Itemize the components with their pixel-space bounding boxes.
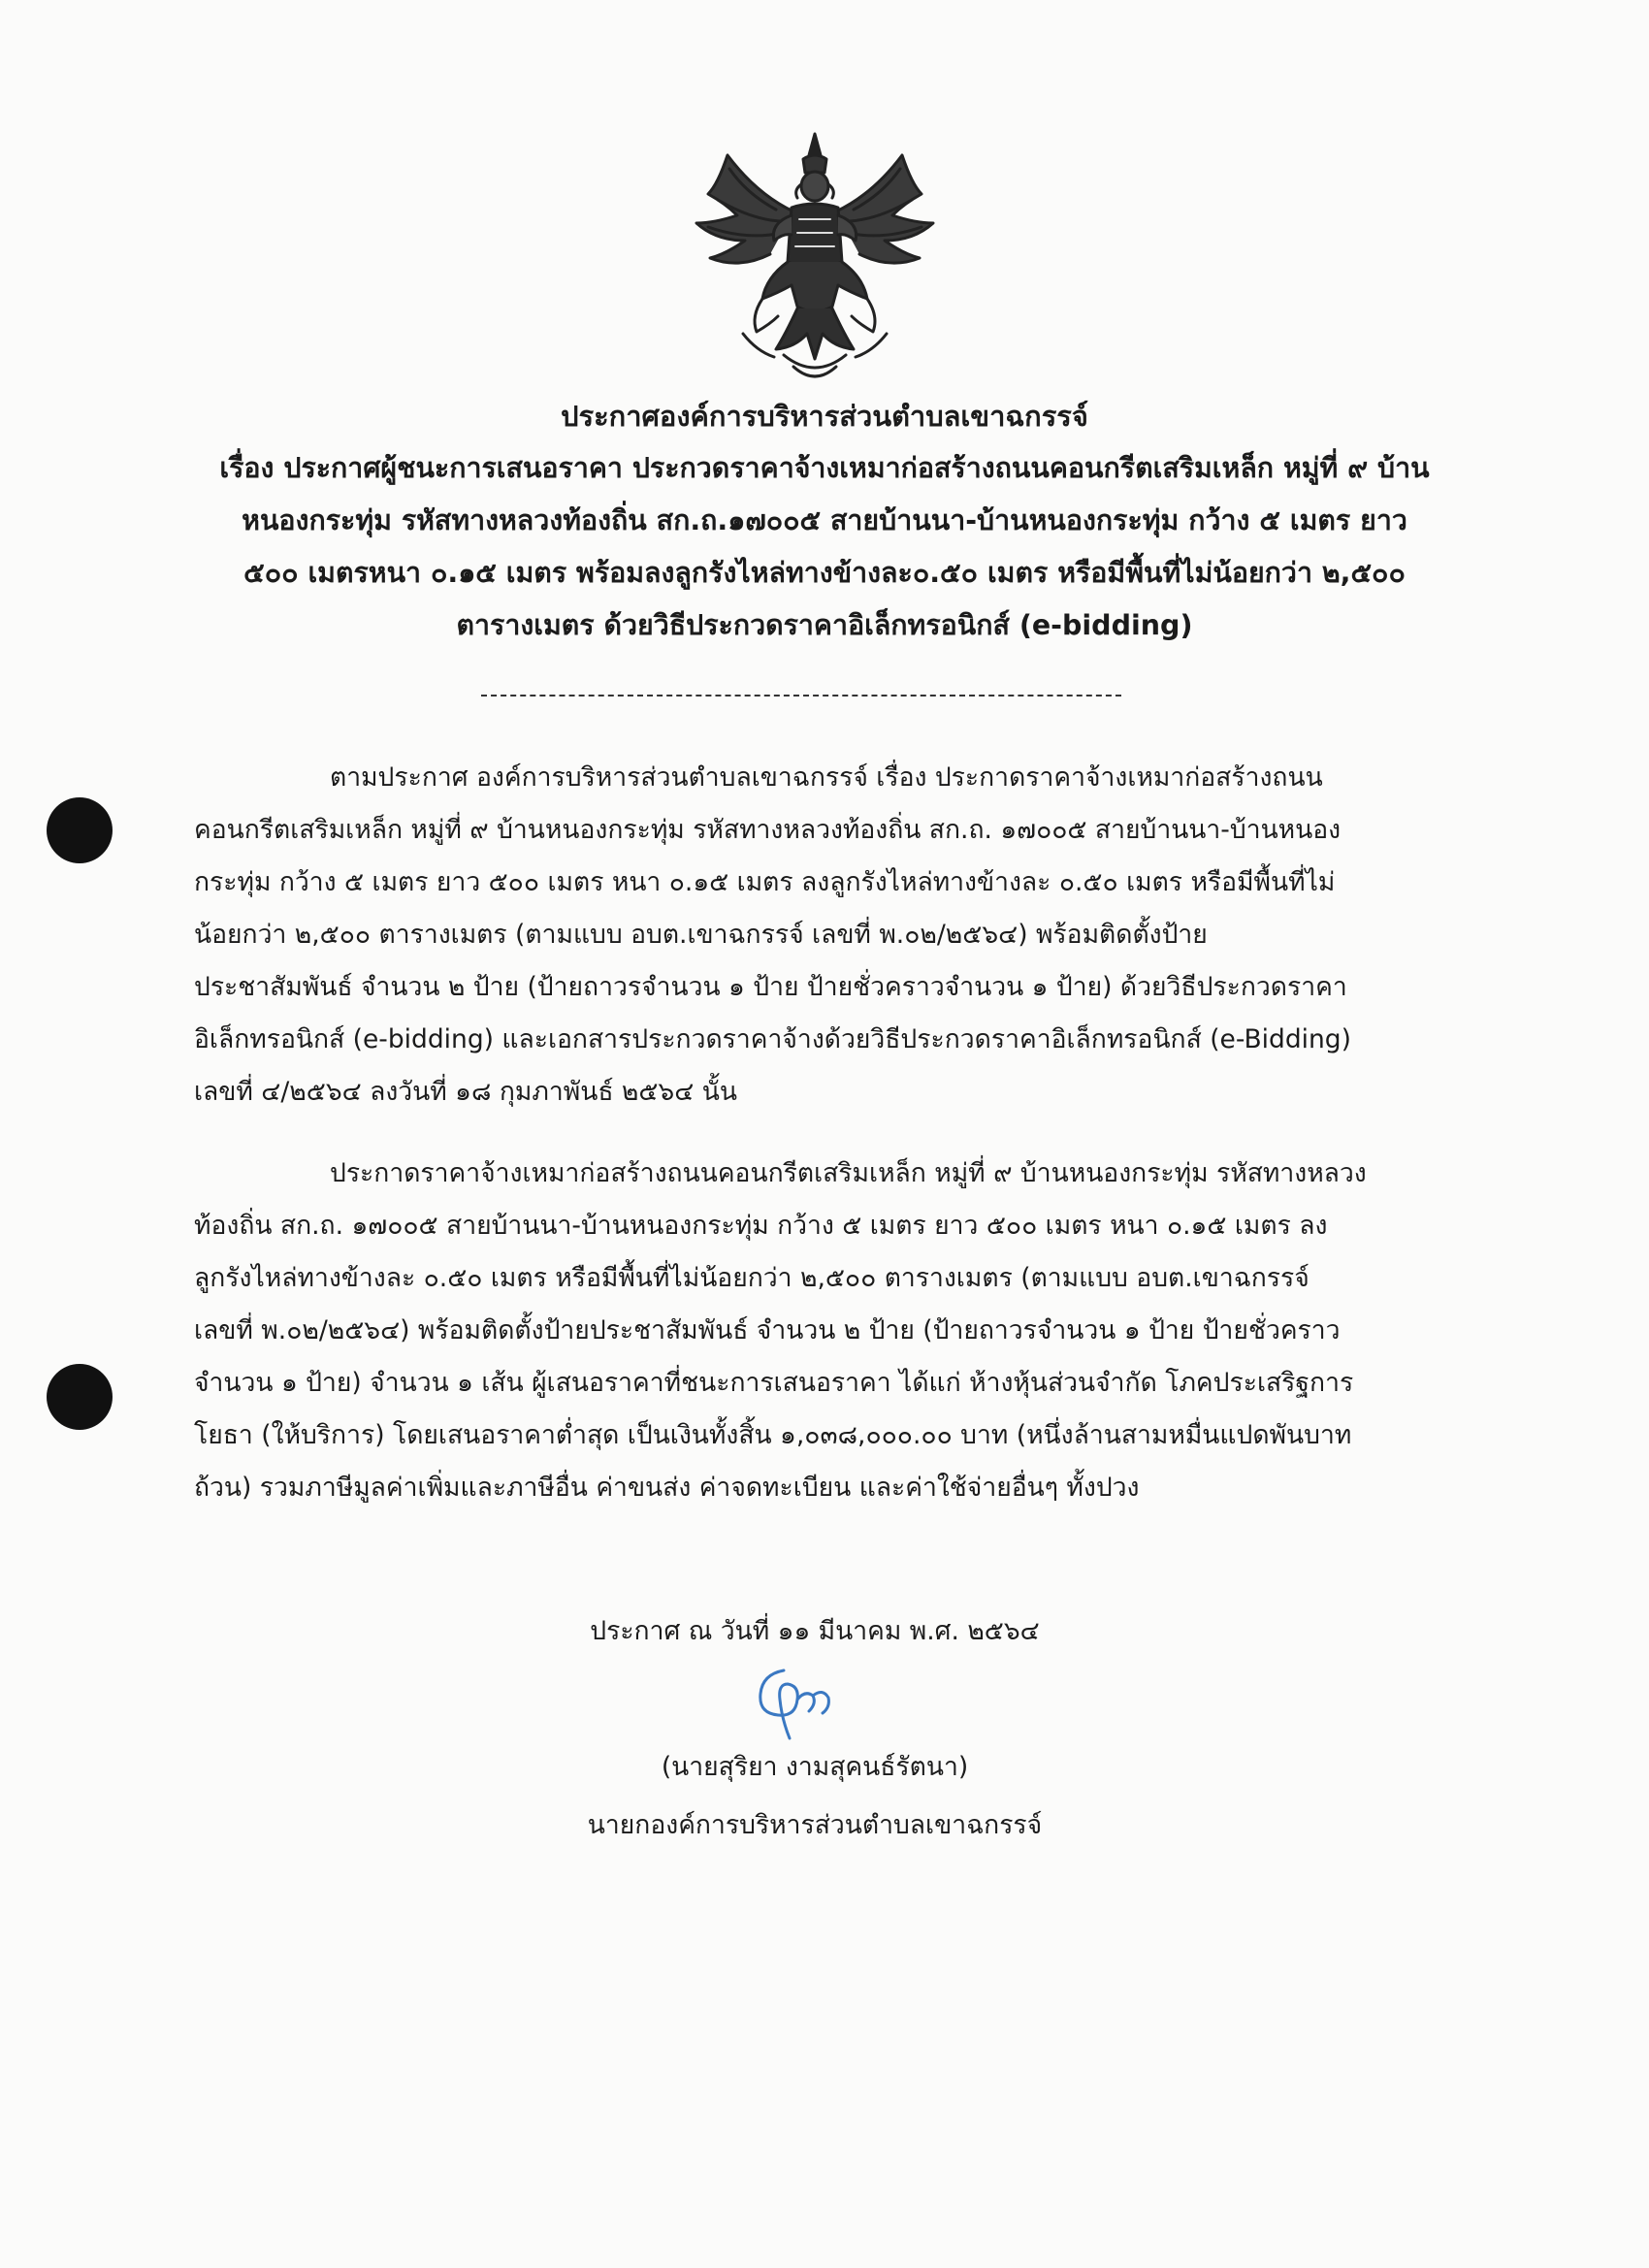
announcement-header [146,390,1504,652]
subject-line: เรื่อง ประกาศผู้ชนะการเสนอราคา ประกวดราคาจ้างเหมาก่อสร้างถนนคอนกรีตเสริมเหล็ก หมู่ที่ ๙ บ้าน [219,452,1430,484]
divider-line [481,695,1121,697]
garuda-emblem-icon [669,126,960,393]
signature-icon [745,1661,852,1746]
body-paragraph-1 [194,752,1523,1118]
subject-line: ๕๐๐ เมตรหนา ๐.๑๕ เมตร พร้อมลงลูกรังไหล่ทางข้างละ๐.๕๐ เมตร หรือมีพื้นที่ไม่น้อยกว่า ๒,๕๐๐ [243,557,1406,589]
paragraph-line: ท้องถิ่น สก.ถ. ๑๗๐๐๕ สายบ้านนา-บ้านหนองกระทุ่ม กว้าง ๕ เมตร ยาว ๕๐๐ เมตร หนา ๐.๑๕ เมตร ลง [194,1211,1328,1241]
body-paragraph-2 [194,1148,1523,1514]
paragraph-line: ประกาดราคาจ้างเหมาก่อสร้างถนนคอนกรีตเสริมเหล็ก หมู่ที่ ๙ บ้านหนองกระทุ่ม รหัสทางหลวง [330,1158,1367,1188]
punch-hole [47,797,113,863]
paragraph-line: ถ้วน) รวมภาษีมูลค่าเพิ่มและภาษีอื่น ค่าขนส่ง ค่าจดทะเบียน และค่าใช้จ่ายอื่นๆ ทั้งปวง [194,1473,1140,1503]
paragraph-line: โยธา (ให้บริการ) โดยเสนอราคาต่ำสุด เป็นเงินทั้งสิ้น ๑,๐๓๘,๐๐๐.๐๐ บาท (หนึ่งล้านสามหมื่นแปดพันบาท [194,1420,1352,1450]
paragraph-line: เลขที่ ๔/๒๕๖๔ ลงวันที่ ๑๘ กุมภาพันธ์ ๒๕๖๔ นั้น [194,1077,737,1107]
paragraph-line: น้อยกว่า ๒,๕๐๐ ตารางเมตร (ตามแบบ อบต.เขาฉกรรจ์ เลขที่ พ.๐๒/๒๕๖๔) พร้อมติดตั้งป้าย [194,920,1208,950]
paragraph-line: ประชาสัมพันธ์ จำนวน ๒ ป้าย (ป้ายถาวรจำนวน ๑ ป้าย ป้ายชั่วคราวจำนวน ๑ ป้าย) ด้วยวิธีประกวดราคา [194,972,1347,1002]
signer-name: (นายสุริยา งามสุคนธ์รัตนา) [661,1752,969,1782]
punch-hole [47,1364,113,1430]
subject-line: ตารางเมตร ด้วยวิธีประกวดราคาอิเล็กทรอนิกส์ (e-bidding) [456,609,1193,641]
paragraph-line: เลขที่ พ.๐๒/๒๕๖๔) พร้อมติดตั้งป้ายประชาสัมพันธ์ จำนวน ๒ ป้าย (ป้ายถาวรจำนวน ๑ ป้าย ป้ายชั่วคราว [194,1315,1341,1345]
paragraph-line: คอนกรีตเสริมเหล็ก หมู่ที่ ๙ บ้านหนองกระทุ่ม รหัสทางหลวงท้องถิ่น สก.ถ. ๑๗๐๐๕ สายบ้านนา-บ้านหนอง [194,815,1342,845]
paragraph-line: กระทุ่ม กว้าง ๕ เมตร ยาว ๕๐๐ เมตร หนา ๐.๑๕ เมตร ลงลูกรังไหล่ทางข้างละ ๐.๕๐ เมตร หรือมีพื้นที่ไม่ [194,867,1336,897]
announcement-date: ประกาศ ณ วันที่ ๑๑ มีนาคม พ.ศ. ๒๕๖๔ [590,1616,1040,1646]
paragraph-line: ตามประกาศ องค์การบริหารส่วนตำบลเขาฉกรรจ์ เรื่อง ประกาดราคาจ้างเหมาก่อสร้างถนน [330,762,1323,793]
signer-position: นายกองค์การบริหารส่วนตำบลเขาฉกรรจ์ [587,1810,1043,1840]
announcement-title: ประกาศองค์การบริหารส่วนตำบลเขาฉกรรจ์ [561,400,1088,433]
paragraph-line: อิเล็กทรอนิกส์ (e-bidding) และเอกสารประกวดราคาจ้างด้วยวิธีประกวดราคาอิเล็กทรอนิกส์ (e-Bidding) [194,1024,1351,1054]
paragraph-line: ลูกรังไหล่ทางข้างละ ๐.๕๐ เมตร หรือมีพื้นที่ไม่น้อยกว่า ๒,๕๐๐ ตารางเมตร (ตามแบบ อบต.เขาฉกรรจ์ [194,1263,1310,1293]
subject-line: หนองกระทุ่ม รหัสทางหลวงท้องถิ่น สก.ถ.๑๗๐๐๕ สายบ้านนา-บ้านหนองกระทุ่ม กว้าง ๕ เมตร ยาว [242,504,1407,536]
paragraph-line: จำนวน ๑ ป้าย) จำนวน ๑ เส้น ผู้เสนอราคาที่ชนะการเสนอราคา ได้แก่ ห้างหุ้นส่วนจำกัด โภคประเสริฐการ [194,1368,1354,1398]
